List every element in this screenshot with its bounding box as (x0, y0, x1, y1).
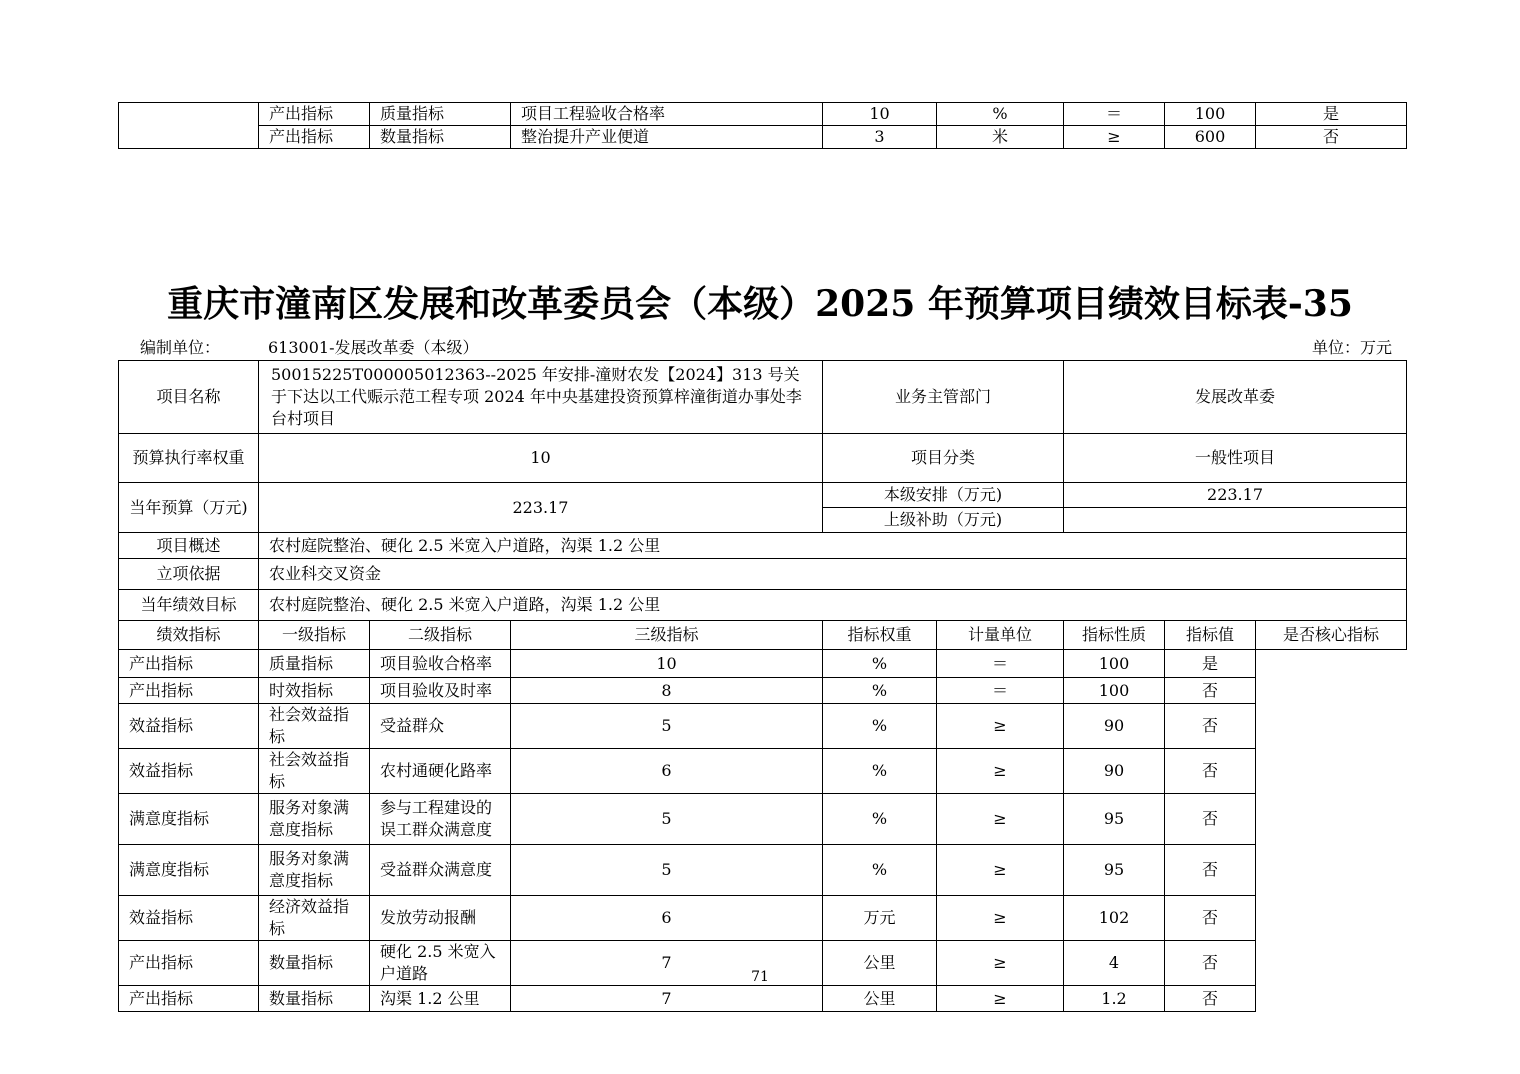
core-cell: 否 (1165, 704, 1256, 749)
level2-cell: 数量指标 (259, 986, 370, 1012)
table-row (119, 896, 1407, 941)
level2-cell: 数量指标 (259, 941, 370, 986)
continued-indicator-table (118, 102, 1407, 149)
goal-value: 农村庭院整治、硬化 2.5 米宽入户道路，沟渠 1.2 公里 (259, 590, 1407, 621)
level3-cell: 硬化 2.5 米宽入户道路 (370, 941, 511, 986)
level2-cell: 时效指标 (259, 678, 370, 704)
basis-label: 立项依据 (119, 559, 259, 590)
level1-cell: 满意度指标 (119, 845, 259, 896)
value-cell: 100 (1064, 650, 1165, 678)
page-title: 重庆市潼南区发展和改革委员会（本级）2025 年预算项目绩效目标表-35 (167, 283, 1353, 325)
header-unit: 计量单位 (937, 621, 1064, 650)
value-cell: 100 (1165, 103, 1256, 126)
performance-target-table (118, 360, 1407, 1012)
level1-cell: 效益指标 (119, 704, 259, 749)
basis-value: 农业科交叉资金 (259, 559, 1407, 590)
level2-cell: 经济效益指标 (259, 896, 370, 941)
level3-cell: 受益群众满意度 (370, 845, 511, 896)
level1-cell: 满意度指标 (119, 794, 259, 845)
overview-row (119, 533, 1407, 559)
nature-cell: ＝ (937, 650, 1064, 678)
category-label: 项目分类 (823, 434, 1064, 483)
table-row (119, 704, 1407, 749)
nature-cell: ≥ (1064, 126, 1165, 149)
value-cell: 4 (1064, 941, 1165, 986)
nature-cell: ≥ (937, 794, 1064, 845)
project-name-label: 项目名称 (119, 361, 259, 434)
value-cell: 90 (1064, 704, 1165, 749)
core-cell: 否 (1165, 986, 1256, 1012)
header-level3: 三级指标 (511, 621, 823, 650)
nature-cell: ≥ (937, 896, 1064, 941)
table-row (119, 678, 1407, 704)
unit-cell: 公里 (823, 986, 937, 1012)
header-weight: 指标权重 (823, 621, 937, 650)
level2-cell: 质量指标 (370, 103, 511, 126)
level1-cell: 效益指标 (119, 749, 259, 794)
nature-cell: ≥ (937, 749, 1064, 794)
local-value: 223.17 (1064, 483, 1407, 508)
header-level2: 二级指标 (370, 621, 511, 650)
core-cell: 否 (1165, 941, 1256, 986)
dept-value: 发展改革委 (1064, 361, 1407, 434)
rate-row (119, 434, 1407, 483)
project-name-row (119, 361, 1407, 434)
level3-cell: 整治提升产业便道 (511, 126, 823, 149)
unit-cell: % (823, 845, 937, 896)
empty-cell (119, 103, 259, 149)
weight-cell: 7 (511, 986, 823, 1012)
core-cell: 是 (1256, 103, 1407, 126)
budget-value: 223.17 (259, 483, 823, 533)
level3-cell: 参与工程建设的误工群众满意度 (370, 794, 511, 845)
level3-cell: 项目验收及时率 (370, 678, 511, 704)
table-row (119, 103, 1407, 126)
weight-cell: 6 (511, 749, 823, 794)
basis-row (119, 559, 1407, 590)
value-cell: 102 (1064, 896, 1165, 941)
nature-cell: ≥ (937, 986, 1064, 1012)
level3-cell: 项目验收合格率 (370, 650, 511, 678)
level3-cell: 发放劳动报酬 (370, 896, 511, 941)
unit-cell: % (823, 704, 937, 749)
core-cell: 是 (1165, 650, 1256, 678)
weight-cell: 5 (511, 794, 823, 845)
core-cell: 否 (1165, 845, 1256, 896)
header-value: 指标值 (1165, 621, 1256, 650)
value-cell: 95 (1064, 794, 1165, 845)
goal-row (119, 590, 1407, 621)
unit-label: 单位：万元 (1311, 338, 1392, 357)
rate-label: 预算执行率权重 (119, 434, 259, 483)
level1-cell: 产出指标 (259, 103, 370, 126)
project-name-value: 50015225T000005012363--2025 年安排-潼财农发【2024】313 号关于下达以工代赈示范工程专项 2024 年中央基建投资预算梓潼街道办事处李台村项目 (259, 361, 823, 434)
core-cell: 否 (1165, 678, 1256, 704)
goal-label: 当年绩效目标 (119, 590, 259, 621)
weight-cell: 8 (511, 678, 823, 704)
unit-cell: % (937, 103, 1064, 126)
table-row (119, 794, 1407, 845)
page-number: 71 (751, 969, 769, 985)
table-row (119, 749, 1407, 794)
level1-cell: 产出指标 (119, 986, 259, 1012)
upper-value (1064, 508, 1407, 533)
level1-cell: 产出指标 (259, 126, 370, 149)
level3-cell: 沟渠 1.2 公里 (370, 986, 511, 1012)
level3-cell: 项目工程验收合格率 (511, 103, 823, 126)
level1-cell: 效益指标 (119, 896, 259, 941)
weight-cell: 10 (823, 103, 937, 126)
upper-label: 上级补助（万元) (823, 508, 1064, 533)
core-cell: 否 (1165, 896, 1256, 941)
org-label: 编制单位： (140, 338, 221, 357)
unit-cell: 米 (937, 126, 1064, 149)
weight-cell: 6 (511, 896, 823, 941)
value-cell: 600 (1165, 126, 1256, 149)
weight-cell: 7 (511, 941, 823, 986)
budget-row (119, 483, 1407, 508)
level2-cell: 数量指标 (370, 126, 511, 149)
unit-cell: % (823, 749, 937, 794)
level1-cell: 产出指标 (119, 941, 259, 986)
category-value: 一般性项目 (1064, 434, 1407, 483)
header-core: 是否核心指标 (1256, 621, 1407, 650)
unit-cell: % (823, 678, 937, 704)
local-label: 本级安排（万元) (823, 483, 1064, 508)
level1-cell: 产出指标 (119, 678, 259, 704)
level2-cell: 服务对象满意度指标 (259, 794, 370, 845)
org-value: 613001-发展改革委（本级） (268, 338, 479, 357)
value-cell: 1.2 (1064, 986, 1165, 1012)
rate-value: 10 (259, 434, 823, 483)
core-cell: 否 (1165, 794, 1256, 845)
unit-cell: % (823, 650, 937, 678)
core-cell: 否 (1256, 126, 1407, 149)
table-row (119, 126, 1407, 149)
nature-cell: ≥ (937, 845, 1064, 896)
core-cell: 否 (1165, 749, 1256, 794)
dept-label: 业务主管部门 (823, 361, 1064, 434)
overview-value: 农村庭院整治、硬化 2.5 米宽入户道路，沟渠 1.2 公里 (259, 533, 1407, 559)
nature-cell: ＝ (937, 678, 1064, 704)
unit-cell: 公里 (823, 941, 937, 986)
weight-cell: 5 (511, 704, 823, 749)
budget-label: 当年预算（万元) (119, 483, 259, 533)
overview-label: 项目概述 (119, 533, 259, 559)
level3-cell: 农村通硬化路率 (370, 749, 511, 794)
weight-cell: 3 (823, 126, 937, 149)
indicator-label: 绩效指标 (119, 621, 259, 650)
level2-cell: 社会效益指标 (259, 704, 370, 749)
weight-cell: 10 (511, 650, 823, 678)
table-row (119, 986, 1407, 1012)
table-row (119, 650, 1407, 678)
level2-cell: 社会效益指标 (259, 749, 370, 794)
level1-cell: 产出指标 (119, 650, 259, 678)
value-cell: 90 (1064, 749, 1165, 794)
level2-cell: 服务对象满意度指标 (259, 845, 370, 896)
level2-cell: 质量指标 (259, 650, 370, 678)
nature-cell: ≥ (937, 704, 1064, 749)
header-row (119, 621, 1407, 650)
nature-cell: ≥ (937, 941, 1064, 986)
value-cell: 95 (1064, 845, 1165, 896)
unit-cell: 万元 (823, 896, 937, 941)
unit-cell: % (823, 794, 937, 845)
table-row (119, 845, 1407, 896)
header-nature: 指标性质 (1064, 621, 1165, 650)
header-level1: 一级指标 (259, 621, 370, 650)
nature-cell: ＝ (1064, 103, 1165, 126)
value-cell: 100 (1064, 678, 1165, 704)
weight-cell: 5 (511, 845, 823, 896)
level3-cell: 受益群众 (370, 704, 511, 749)
